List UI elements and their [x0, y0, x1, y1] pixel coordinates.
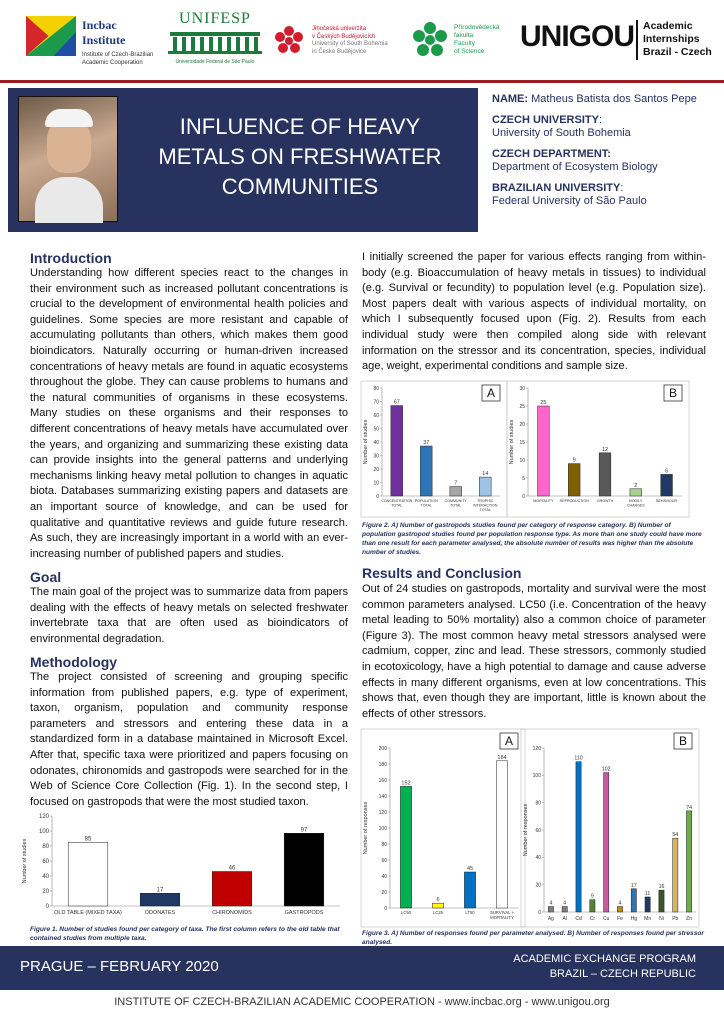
bar [645, 897, 650, 912]
category-label: LT50 [465, 910, 475, 915]
y-axis-label: Number of responses [363, 801, 369, 855]
category-label: TOTAL [420, 503, 432, 508]
y-axis-label: Number of studies [22, 838, 28, 884]
bar [590, 900, 595, 912]
unigou-t2: Internships [643, 33, 700, 45]
y-tick-label: 40 [381, 873, 387, 880]
panel-label: B [668, 386, 678, 400]
panel-label: B [678, 734, 688, 748]
y-tick-label: 80 [42, 843, 49, 850]
y-tick-label: 80 [373, 385, 379, 392]
y-tick-label: 200 [378, 745, 387, 752]
cz-dept: Department of Ecosystem Biology [492, 161, 658, 173]
category-label: TROPHIC [477, 499, 494, 503]
y-tick-label: 0 [538, 909, 541, 916]
y-tick-label: 140 [378, 793, 387, 800]
category-label: Pb [672, 916, 679, 922]
category-label: GASTROPODS [284, 910, 324, 916]
bar [496, 761, 507, 908]
category-label: Cu [602, 916, 610, 922]
bar-value-label: 9 [590, 893, 594, 900]
bar-value-label: 102 [601, 766, 611, 773]
y-tick-label: 0 [522, 493, 525, 500]
faculty-flower-icon [412, 22, 448, 58]
fac-line1: Přírodovědecká [454, 24, 500, 31]
category-label: CHANGES [626, 503, 645, 508]
footer-program [513, 952, 696, 982]
chart-frame [507, 381, 689, 517]
bar-value-label: 17 [630, 882, 637, 889]
bar-value-label: 184 [497, 754, 507, 761]
bar-value-label: 12 [601, 446, 609, 453]
category-label: Al [562, 916, 567, 922]
category-label: Mn [644, 916, 652, 922]
bar-value-label: 25 [540, 400, 547, 406]
category-label: LC25 [432, 910, 444, 915]
category-label: Ni [659, 916, 664, 922]
y-tick-label: 0 [376, 493, 379, 500]
y-tick-label: 15 [519, 439, 525, 446]
category-label: MORTALITY [490, 915, 514, 921]
bar [464, 872, 475, 908]
y-tick-label: 60 [42, 858, 49, 865]
y-tick-label: 0 [384, 905, 387, 912]
category-label: OLD TABLE (MIXED TAXA) [54, 910, 122, 916]
bar-value-label: 4 [563, 900, 567, 907]
name-label: NAME: [492, 93, 529, 105]
unifesp-sub: Universidade Federal de São Paulo [175, 59, 255, 65]
bar-value-label: 97 [300, 827, 308, 834]
results-text: Out of 24 studies on gastropods, mortality and survival were the most common parameters analysed. LC50 (i.e. Concentration of the heavy metal leading to 50% mortality) also a common choice of parameter (Figure 3). The most common heavy metal stressors analysed were cadmium, copper, zinc and lead. These stressors, commonly studied in ecotoxicology, have a high potential to damage and cause adverse effects in many different organisms, even at low concentrations. This shows that, even though they are important, little is known about the effects of other stressors. [362, 583, 706, 720]
figure1-caption: Figure 1. Number of studies found per category of taxa. The first column refers to the old table that contained studies from multiple taxa. [30, 926, 340, 942]
bar-value-label: 11 [644, 890, 651, 897]
unifesp-name: UNIFESP [179, 10, 251, 27]
bar [617, 907, 622, 912]
bar [604, 773, 609, 912]
incbac-sub1: Institute of Czech-Brazilian [82, 52, 154, 58]
bar [673, 838, 678, 912]
cz-uni: University of South Bohemia [492, 127, 631, 139]
y-tick-label: 5 [522, 475, 525, 482]
y-tick-label: 70 [373, 399, 379, 406]
bar [212, 872, 252, 907]
y-tick-label: 25 [519, 403, 525, 410]
y-tick-label: 160 [378, 777, 387, 784]
category-label: Fe [617, 916, 623, 922]
y-tick-label: 50 [373, 426, 379, 433]
bar [284, 833, 324, 906]
bar [599, 453, 611, 496]
bar [568, 464, 580, 496]
y-tick-label: 30 [373, 453, 379, 460]
logo-strip [0, 0, 724, 80]
bar [68, 842, 108, 906]
y-tick-label: 40 [535, 855, 541, 862]
bar-value-label: 4 [549, 900, 553, 907]
category-label: BEHAVIOUR [656, 499, 678, 503]
fac-line4: of Science [454, 48, 485, 55]
y-tick-label: 100 [38, 828, 49, 835]
y-tick-label: 20 [519, 421, 525, 428]
y-tick-label: 0 [45, 903, 49, 910]
bar-value-label: 85 [84, 836, 92, 843]
figure3-caption: Figure 3. A) Number of responses found per parameter analysed. B) Number of responses found per stressor analysed. [362, 930, 704, 946]
bar-value-label: 67 [393, 399, 400, 406]
bar-value-label: 14 [482, 471, 489, 478]
bar-value-label: 7 [454, 480, 458, 487]
bar-value-label: 9 [572, 457, 576, 464]
y-tick-label: 60 [381, 857, 387, 864]
fac-line2: fakulta [454, 32, 474, 39]
category-label: COMMUNITY [444, 499, 467, 503]
bar-value-label: 4 [618, 900, 622, 907]
panel-label: A [504, 734, 514, 748]
jcu-line3: University of South Bohemia [312, 41, 388, 47]
bar-value-label: 110 [574, 755, 583, 762]
category-label: GROWTH [596, 499, 614, 503]
bar [479, 477, 491, 496]
y-tick-label: 120 [378, 809, 387, 816]
bar [450, 487, 462, 496]
category-label: Hg [630, 916, 638, 922]
y-tick-label: 40 [373, 439, 379, 446]
unifesp-building-icon [165, 28, 265, 54]
method-text: The project consisted of screening and grouping specific information from published papers, e.g. type of experiment, taxon, organism, population and community response parameters and stressors and entering these data in a standardized form in a database maintained in Microsoft Excel. After that, specific taxa were prioritized and papers focusing on odonates, chironomids and gastropods were searched for in the Web of Science Core Collection (Fig. 1). In the second step, I focused on gastropods that were the most studied taxon. [30, 671, 348, 808]
intro-text: Understanding how different species react to the changes in their environment such as increased pollutant concentrations is crucial to the development of environmental health policies and guidelines. Some species are more resistant and capable of accumulating pollutants than others, which makes them good bioindicators. Naturally occurring or human-driven increased concentrations of heavy metals are found in aquatic ecosystems throughout the globe. They can cause problems to humans and the natural communities of organisms in these ecosystems. Many studies on these organisms and their responses to different concentrations of heavy metals have accumulated over the years, and organizing and summarizing these existing data can provide insights into the general patterns and underlying mechanisms linking heavy metal pollution to changes in aquatic biota. Databases summarizing existing papers and datasets are an important source of knowledge, and can be used for qualitative and quantitative reviews and guide future research. As such, they are increasingly important in a world with an ever-increasing number of published papers and studies. [30, 267, 348, 560]
author-name: Matheus Batista dos Santos Pepe [531, 93, 697, 105]
unigou-t1: Academic [643, 20, 693, 32]
chart-frame [521, 729, 699, 927]
unifesp-logo [165, 10, 265, 72]
y-axis-label: Number of studies [509, 419, 515, 465]
bar [400, 786, 411, 908]
category-label: REPRODUCTION [559, 499, 589, 503]
y-tick-label: 20 [381, 889, 387, 896]
bar-value-label: 74 [686, 804, 692, 811]
category-label: MORTALITY [533, 499, 554, 503]
category-label: BODILY [629, 499, 643, 503]
category-label: Zn [686, 916, 693, 922]
category-label: CHIRONOMIDS [212, 910, 252, 916]
bar-value-label: 37 [423, 440, 430, 447]
author-info: NAME: Matheus Batista dos Santos Pepe CZECH UNIVERSITY: University of South Bohemia CZECH DEPARTMENT: Department of Ecosystem Biology BRAZILIAN UNIVERSITY: Federal University of São Paulo [492, 92, 716, 208]
bar [630, 489, 642, 496]
footer-location: PRAGUE – FEBRUARY 2020 [20, 958, 219, 975]
y-tick-label: 80 [381, 841, 387, 848]
header-divider [0, 80, 724, 83]
y-tick-label: 120 [38, 813, 49, 820]
category-label: INTERACTION [473, 503, 498, 508]
bar [391, 406, 403, 496]
y-tick-label: 20 [373, 466, 379, 473]
y-tick-label: 40 [42, 873, 49, 880]
unigou-logo: UNIGOU [520, 20, 634, 53]
incbac-name: Incbac Institute [82, 18, 126, 47]
jcu-text [312, 26, 412, 56]
y-axis-label: Number of studies [363, 419, 369, 465]
y-tick-label: 60 [535, 827, 541, 834]
category-label: Cd [575, 916, 582, 922]
right-intro-text: I initially screened the paper for various effects ranging from within-body (e.g. Bioaccumulation of heavy metals in tissues) to individual (e.g. Survival or fecundity) to population level (e.g. Population size). Most papers dealt with various aspects of individual mortality, on which I subsequently focused upon (Fig. 2). Results from each individual study were then compiled along side with relevant information on the stressor and its concentration, species, individual age, weight, experimental conditions and sample size. [362, 251, 706, 373]
jcu-flower-icon [272, 24, 306, 58]
bar [538, 406, 550, 496]
faculty-text [454, 24, 524, 56]
bar-value-label: 6 [436, 897, 440, 904]
intro-heading: Introduction [30, 250, 112, 266]
results-heading: Results and Conclusion [362, 565, 522, 581]
jcu-line4: in České Budějovice [312, 48, 367, 55]
bar [686, 811, 691, 912]
figure2-caption: Figure 2. A) Number of gastropods studies found per category of response category. B) Number of population gastropod studies found per population response type. As more than one study could have more than one result for each parameter analysed, the absolute number of results was higher than the absolute number of studies. [362, 522, 702, 556]
footer-program-line1: ACADEMIC EXCHANGE PROGRAM [513, 953, 696, 965]
category-label: TOTAL [450, 503, 462, 508]
bar-value-label: 6 [665, 468, 669, 475]
cz-uni-label: CZECH UNIVERSITY [492, 114, 599, 126]
category-label: TOTAL [479, 508, 491, 513]
y-tick-label: 60 [373, 412, 379, 419]
incbac-logo [26, 16, 76, 56]
br-uni-label: BRAZILIAN UNIVERSITY [492, 182, 621, 194]
incbac-sub2: Academic Cooperation [82, 60, 143, 66]
bar [562, 907, 567, 912]
y-tick-label: 30 [519, 385, 525, 392]
panel-label: A [486, 386, 496, 400]
br-uni: Federal University of São Paulo [492, 195, 647, 207]
bar [631, 889, 636, 912]
bar [420, 446, 432, 496]
y-tick-label: 20 [535, 882, 541, 889]
category-label: Ag [547, 916, 554, 922]
footer-banner [0, 946, 724, 990]
figure2b-chart [506, 380, 690, 518]
y-tick-label: 10 [373, 480, 379, 487]
category-label: LC50 [400, 910, 412, 915]
fac-line3: Faculty [454, 40, 475, 47]
bar-value-label: 2 [634, 482, 638, 489]
unigou-tagline [643, 20, 723, 59]
bar [140, 893, 180, 906]
method-heading: Methodology [30, 654, 118, 670]
cz-dept-label: CZECH DEPARTMENT: [492, 148, 611, 160]
y-tick-label: 100 [532, 773, 541, 780]
category-label: Cr [589, 916, 596, 922]
bar-value-label: 16 [658, 884, 665, 891]
jcu-line1: Jihočeská univerzita [312, 26, 367, 32]
bar [432, 903, 443, 908]
y-axis-label: Number of responses [523, 803, 529, 857]
unigou-t3: Brazil - Czech [643, 46, 712, 58]
bar [659, 890, 664, 912]
bar-value-label: 152 [401, 780, 411, 787]
category-label: CONCENTRATION [381, 499, 413, 503]
category-label: ODONATES [144, 910, 176, 916]
bar-value-label: 54 [672, 832, 679, 839]
poster-title: INFLUENCE OF HEAVY METALS ON FRESHWATER COMMUNITIES [158, 114, 442, 199]
footer-program-line2: BRAZIL – CZECH REPUBLIC [549, 968, 696, 980]
y-tick-label: 20 [42, 888, 49, 895]
goal-heading: Goal [30, 569, 62, 585]
unigou-divider [636, 20, 638, 60]
y-tick-label: 80 [535, 800, 541, 807]
category-label: SURVIVAL + [490, 910, 514, 915]
bar [661, 474, 673, 496]
y-tick-label: 180 [378, 761, 387, 768]
category-label: POPULATION [414, 499, 438, 503]
jcu-line2: v Českých Budějovicích [312, 33, 376, 40]
y-tick-label: 120 [532, 745, 541, 752]
bottom-credits: INSTITUTE OF CZECH-BRAZILIAN ACADEMIC COOPERATION - www.incbac.org - www.unigou.org [114, 996, 610, 1008]
figure3a-chart [360, 728, 526, 928]
y-tick-label: 100 [378, 825, 387, 832]
figure3b-chart [520, 728, 700, 928]
goal-text: The main goal of the project was to summarize data from papers dealing with the effects of heavy metals on selected freshwater invertebrate taxa that are often used as bioindicators of environmental degradation. [30, 586, 348, 645]
author-photo [18, 96, 118, 222]
bar-value-label: 46 [228, 865, 236, 872]
category-label: TOTAL [391, 503, 403, 508]
y-tick-label: 10 [519, 457, 525, 464]
figure2a-chart [360, 380, 508, 518]
bar [576, 762, 581, 912]
figure1-chart [18, 806, 348, 924]
bar [548, 907, 553, 912]
bar-value-label: 45 [466, 866, 474, 872]
bar-value-label: 17 [156, 887, 164, 894]
